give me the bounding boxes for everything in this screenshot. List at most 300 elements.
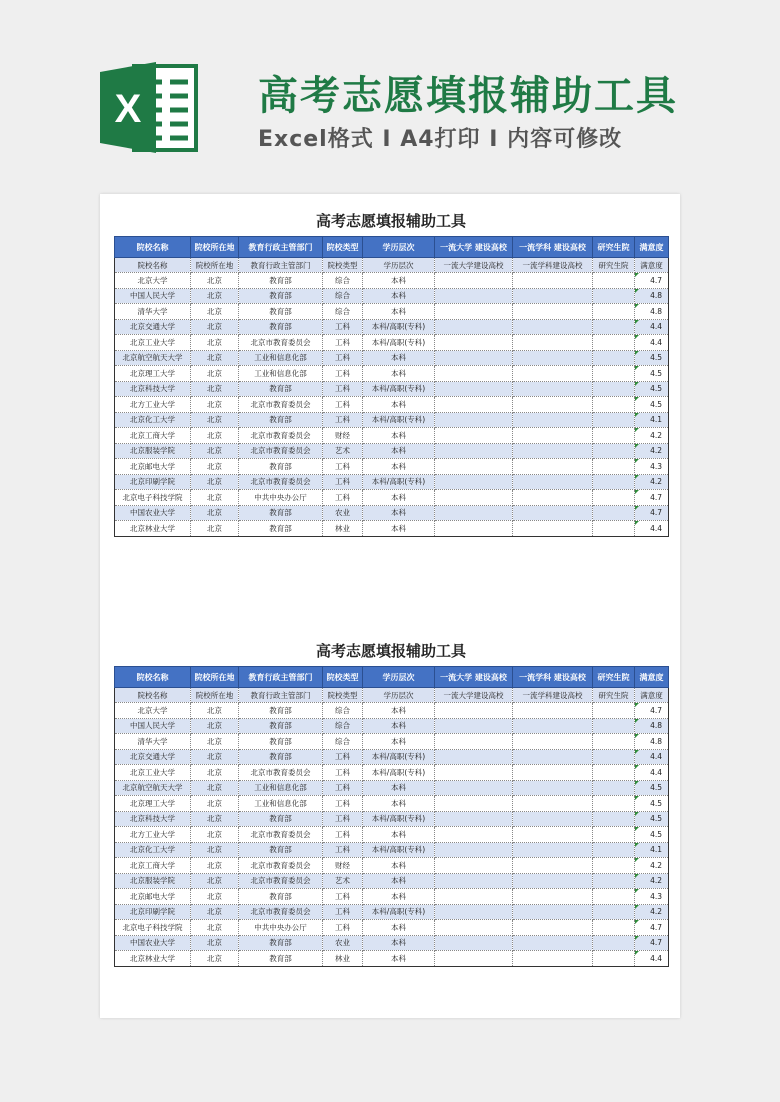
table-cell[interactable]: 4.4: [635, 749, 669, 765]
table-cell[interactable]: 本科: [363, 288, 435, 304]
table-cell[interactable]: 4.2: [635, 904, 669, 920]
table-cell[interactable]: [513, 350, 593, 366]
table-cell[interactable]: 工科: [323, 842, 363, 858]
table-cell[interactable]: 北京工商大学: [115, 428, 191, 444]
table-cell[interactable]: 北京: [191, 765, 239, 781]
table-cell[interactable]: [435, 505, 513, 521]
table-cell[interactable]: 工科: [323, 412, 363, 428]
table-cell[interactable]: [593, 366, 635, 382]
table-cell[interactable]: 北京科技大学: [115, 811, 191, 827]
table-cell[interactable]: 教育部: [239, 951, 323, 967]
table-cell[interactable]: 4.7: [635, 935, 669, 951]
table-cell[interactable]: 林业: [323, 521, 363, 537]
table-cell[interactable]: 本科: [363, 889, 435, 905]
table-cell[interactable]: 本科/高职(专科): [363, 842, 435, 858]
table-cell[interactable]: 清华大学: [115, 734, 191, 750]
table-cell[interactable]: 本科: [363, 459, 435, 475]
table-cell[interactable]: 4.5: [635, 827, 669, 843]
table-cell[interactable]: [435, 443, 513, 459]
table-cell[interactable]: 4.5: [635, 366, 669, 382]
table-cell[interactable]: 教育部: [239, 459, 323, 475]
table-cell[interactable]: 教育部: [239, 842, 323, 858]
table-cell[interactable]: 本科: [363, 397, 435, 413]
table-cell[interactable]: 北京市教育委员会: [239, 858, 323, 874]
table-cell[interactable]: [593, 842, 635, 858]
table-cell[interactable]: [435, 935, 513, 951]
table-cell[interactable]: 北京: [191, 459, 239, 475]
table-cell[interactable]: 北京印刷学院: [115, 904, 191, 920]
table-cell[interactable]: 北京大学: [115, 273, 191, 289]
table-cell[interactable]: [513, 935, 593, 951]
table-cell[interactable]: 北京: [191, 381, 239, 397]
table-cell[interactable]: [435, 889, 513, 905]
table-cell[interactable]: [593, 319, 635, 335]
table-cell[interactable]: 工科: [323, 749, 363, 765]
table-cell[interactable]: 农业: [323, 505, 363, 521]
table-cell[interactable]: 工科: [323, 920, 363, 936]
table-cell[interactable]: [593, 749, 635, 765]
table-cell[interactable]: [593, 734, 635, 750]
table-cell[interactable]: 工科: [323, 319, 363, 335]
table-cell[interactable]: [513, 521, 593, 537]
table-cell[interactable]: [513, 474, 593, 490]
table-cell[interactable]: [435, 428, 513, 444]
table-cell[interactable]: [513, 889, 593, 905]
table-cell[interactable]: 4.4: [635, 521, 669, 537]
table-cell[interactable]: 北京电子科技学院: [115, 920, 191, 936]
table-cell[interactable]: [513, 718, 593, 734]
table-cell[interactable]: 本科: [363, 920, 435, 936]
table-cell[interactable]: [513, 505, 593, 521]
table-cell[interactable]: 本科: [363, 858, 435, 874]
table-cell[interactable]: [593, 811, 635, 827]
table-cell[interactable]: 工科: [323, 765, 363, 781]
table-cell[interactable]: 本科: [363, 935, 435, 951]
table-cell[interactable]: 教育部: [239, 749, 323, 765]
table-cell[interactable]: 北京服装学院: [115, 443, 191, 459]
table-cell[interactable]: 北京电子科技学院: [115, 490, 191, 506]
table-cell[interactable]: 本科: [363, 780, 435, 796]
table-cell[interactable]: 4.1: [635, 412, 669, 428]
table-cell[interactable]: [435, 412, 513, 428]
table-cell[interactable]: 本科: [363, 827, 435, 843]
table-cell[interactable]: 工科: [323, 904, 363, 920]
table-cell[interactable]: 4.8: [635, 304, 669, 320]
table-cell[interactable]: [593, 505, 635, 521]
table-cell[interactable]: 北京: [191, 304, 239, 320]
table-cell[interactable]: 教育部: [239, 718, 323, 734]
table-cell[interactable]: 工科: [323, 459, 363, 475]
table-cell[interactable]: 工科: [323, 780, 363, 796]
table-cell[interactable]: 北京林业大学: [115, 521, 191, 537]
table-cell[interactable]: 北京: [191, 319, 239, 335]
table-cell[interactable]: [513, 796, 593, 812]
table-cell[interactable]: 教育部: [239, 304, 323, 320]
table-cell[interactable]: [593, 935, 635, 951]
table-cell[interactable]: [435, 350, 513, 366]
table-cell[interactable]: 本科/高职(专科): [363, 474, 435, 490]
table-cell[interactable]: [435, 474, 513, 490]
table-cell[interactable]: 北京: [191, 889, 239, 905]
table-cell[interactable]: 北京市教育委员会: [239, 765, 323, 781]
table-cell[interactable]: 北京: [191, 505, 239, 521]
table-cell[interactable]: 北京: [191, 935, 239, 951]
table-cell[interactable]: [435, 703, 513, 719]
table-cell[interactable]: 教育部: [239, 381, 323, 397]
table-cell[interactable]: 北京林业大学: [115, 951, 191, 967]
table-cell[interactable]: 北京: [191, 796, 239, 812]
table-cell[interactable]: [513, 703, 593, 719]
table-cell[interactable]: 北京: [191, 873, 239, 889]
table-cell[interactable]: 北京交通大学: [115, 749, 191, 765]
table-cell[interactable]: 本科: [363, 521, 435, 537]
table-cell[interactable]: 工业和信息化部: [239, 780, 323, 796]
table-cell[interactable]: 艺术: [323, 873, 363, 889]
table-cell[interactable]: 本科: [363, 734, 435, 750]
table-cell[interactable]: 艺术: [323, 443, 363, 459]
table-cell[interactable]: 工科: [323, 811, 363, 827]
table-cell[interactable]: 北京: [191, 366, 239, 382]
table-cell[interactable]: 4.7: [635, 505, 669, 521]
table-cell[interactable]: 4.5: [635, 397, 669, 413]
table-cell[interactable]: 工科: [323, 796, 363, 812]
table-cell[interactable]: [513, 428, 593, 444]
table-cell[interactable]: [513, 734, 593, 750]
table-cell[interactable]: 北京市教育委员会: [239, 428, 323, 444]
table-cell[interactable]: [513, 304, 593, 320]
table-cell[interactable]: [593, 780, 635, 796]
table-cell[interactable]: [593, 920, 635, 936]
table-cell[interactable]: 综合: [323, 288, 363, 304]
table-cell[interactable]: 4.5: [635, 350, 669, 366]
table-cell[interactable]: 工科: [323, 335, 363, 351]
table-cell[interactable]: 4.7: [635, 490, 669, 506]
table-cell[interactable]: 北京: [191, 428, 239, 444]
table-cell[interactable]: 教育部: [239, 288, 323, 304]
table-cell[interactable]: 北京: [191, 749, 239, 765]
table-cell[interactable]: 教育部: [239, 935, 323, 951]
table-cell[interactable]: 北京: [191, 335, 239, 351]
table-cell[interactable]: 4.2: [635, 474, 669, 490]
table-cell[interactable]: 本科/高职(专科): [363, 765, 435, 781]
table-cell[interactable]: 4.5: [635, 780, 669, 796]
table-cell[interactable]: 4.8: [635, 734, 669, 750]
table-cell[interactable]: [593, 474, 635, 490]
table-cell[interactable]: 本科: [363, 951, 435, 967]
table-cell[interactable]: 北京工业大学: [115, 765, 191, 781]
table-cell[interactable]: 北京: [191, 920, 239, 936]
table-cell[interactable]: 本科/高职(专科): [363, 412, 435, 428]
table-cell[interactable]: 4.3: [635, 889, 669, 905]
table-cell[interactable]: [513, 459, 593, 475]
table-cell[interactable]: 北京: [191, 703, 239, 719]
table-cell[interactable]: 北方工业大学: [115, 827, 191, 843]
table-cell[interactable]: 教育部: [239, 521, 323, 537]
table-cell[interactable]: [435, 858, 513, 874]
table-cell[interactable]: 清华大学: [115, 304, 191, 320]
table-cell[interactable]: 4.4: [635, 319, 669, 335]
table-cell[interactable]: [435, 920, 513, 936]
table-cell[interactable]: 教育部: [239, 319, 323, 335]
table-cell[interactable]: [513, 443, 593, 459]
table-cell[interactable]: 北京航空航天大学: [115, 780, 191, 796]
table-cell[interactable]: 综合: [323, 304, 363, 320]
table-cell[interactable]: 工业和信息化部: [239, 350, 323, 366]
table-cell[interactable]: [435, 397, 513, 413]
table-cell[interactable]: 北京市教育委员会: [239, 827, 323, 843]
table-cell[interactable]: 本科: [363, 428, 435, 444]
table-cell[interactable]: [513, 765, 593, 781]
table-cell[interactable]: 4.2: [635, 443, 669, 459]
table-cell[interactable]: 中共中央办公厅: [239, 490, 323, 506]
table-cell[interactable]: 工科: [323, 889, 363, 905]
table-cell[interactable]: 教育部: [239, 412, 323, 428]
table-cell[interactable]: [435, 873, 513, 889]
table-cell[interactable]: [435, 304, 513, 320]
table-cell[interactable]: 4.2: [635, 873, 669, 889]
table-cell[interactable]: 北京: [191, 443, 239, 459]
table-cell[interactable]: 北京印刷学院: [115, 474, 191, 490]
table-cell[interactable]: [593, 443, 635, 459]
table-cell[interactable]: 本科: [363, 350, 435, 366]
table-cell[interactable]: 北京科技大学: [115, 381, 191, 397]
table-cell[interactable]: [513, 319, 593, 335]
table-cell[interactable]: 北京: [191, 412, 239, 428]
table-cell[interactable]: 中共中央办公厅: [239, 920, 323, 936]
table-cell[interactable]: [593, 858, 635, 874]
table-cell[interactable]: [593, 765, 635, 781]
table-cell[interactable]: 北京航空航天大学: [115, 350, 191, 366]
table-cell[interactable]: 北京: [191, 904, 239, 920]
table-cell[interactable]: [513, 273, 593, 289]
table-cell[interactable]: 北京: [191, 521, 239, 537]
table-cell[interactable]: 4.2: [635, 858, 669, 874]
table-cell[interactable]: 本科: [363, 273, 435, 289]
table-cell[interactable]: [593, 350, 635, 366]
table-cell[interactable]: 北京市教育委员会: [239, 335, 323, 351]
table-cell[interactable]: 本科: [363, 703, 435, 719]
table-cell[interactable]: 财经: [323, 428, 363, 444]
table-cell[interactable]: [513, 335, 593, 351]
table-cell[interactable]: [435, 765, 513, 781]
table-cell[interactable]: 4.5: [635, 381, 669, 397]
table-cell[interactable]: [435, 951, 513, 967]
table-cell[interactable]: [435, 842, 513, 858]
table-cell[interactable]: [593, 889, 635, 905]
table-cell[interactable]: [435, 459, 513, 475]
table-cell[interactable]: 工科: [323, 490, 363, 506]
table-cell[interactable]: [513, 951, 593, 967]
table-cell[interactable]: [435, 749, 513, 765]
table-cell[interactable]: 北京: [191, 288, 239, 304]
table-cell[interactable]: [593, 873, 635, 889]
table-cell[interactable]: 工科: [323, 366, 363, 382]
table-cell[interactable]: [435, 904, 513, 920]
table-cell[interactable]: 北京: [191, 474, 239, 490]
table-cell[interactable]: [435, 335, 513, 351]
table-cell[interactable]: 北京市教育委员会: [239, 904, 323, 920]
table-cell[interactable]: [513, 811, 593, 827]
table-cell[interactable]: 北京: [191, 858, 239, 874]
table-cell[interactable]: 北京: [191, 718, 239, 734]
table-cell[interactable]: 工科: [323, 474, 363, 490]
table-cell[interactable]: 北京市教育委员会: [239, 474, 323, 490]
table-cell[interactable]: 北京市教育委员会: [239, 397, 323, 413]
table-cell[interactable]: 教育部: [239, 505, 323, 521]
table-cell[interactable]: 4.4: [635, 951, 669, 967]
table-cell[interactable]: 北京邮电大学: [115, 889, 191, 905]
table-cell[interactable]: 北京: [191, 397, 239, 413]
table-cell[interactable]: 教育部: [239, 811, 323, 827]
table-cell[interactable]: 本科: [363, 304, 435, 320]
table-cell[interactable]: 北京: [191, 490, 239, 506]
table-cell[interactable]: 4.1: [635, 842, 669, 858]
table-cell[interactable]: [513, 858, 593, 874]
table-cell[interactable]: 本科/高职(专科): [363, 335, 435, 351]
table-cell[interactable]: 林业: [323, 951, 363, 967]
table-cell[interactable]: 北方工业大学: [115, 397, 191, 413]
table-cell[interactable]: [593, 335, 635, 351]
table-cell[interactable]: [513, 412, 593, 428]
table-cell[interactable]: 北京: [191, 734, 239, 750]
table-cell[interactable]: 北京邮电大学: [115, 459, 191, 475]
table-cell[interactable]: 北京化工大学: [115, 412, 191, 428]
table-cell[interactable]: [593, 521, 635, 537]
table-cell[interactable]: [513, 873, 593, 889]
table-cell[interactable]: [435, 381, 513, 397]
table-cell[interactable]: 本科/高职(专科): [363, 319, 435, 335]
table-cell[interactable]: [513, 904, 593, 920]
table-cell[interactable]: [593, 428, 635, 444]
table-cell[interactable]: 工业和信息化部: [239, 366, 323, 382]
table-cell[interactable]: 北京: [191, 811, 239, 827]
table-cell[interactable]: 4.3: [635, 459, 669, 475]
table-cell[interactable]: [593, 397, 635, 413]
table-cell[interactable]: [435, 521, 513, 537]
table-cell[interactable]: 北京交通大学: [115, 319, 191, 335]
table-cell[interactable]: [435, 796, 513, 812]
table-cell[interactable]: [593, 304, 635, 320]
table-cell[interactable]: 4.7: [635, 920, 669, 936]
table-cell[interactable]: 综合: [323, 718, 363, 734]
table-cell[interactable]: 4.7: [635, 273, 669, 289]
table-cell[interactable]: [513, 288, 593, 304]
table-cell[interactable]: 北京工业大学: [115, 335, 191, 351]
table-cell[interactable]: [513, 366, 593, 382]
table-cell[interactable]: 北京大学: [115, 703, 191, 719]
table-cell[interactable]: 4.8: [635, 288, 669, 304]
table-cell[interactable]: [593, 951, 635, 967]
table-cell[interactable]: 本科/高职(专科): [363, 904, 435, 920]
table-cell[interactable]: 北京: [191, 780, 239, 796]
table-cell[interactable]: [513, 397, 593, 413]
table-cell[interactable]: 本科: [363, 505, 435, 521]
table-cell[interactable]: [435, 780, 513, 796]
table-cell[interactable]: 综合: [323, 703, 363, 719]
table-cell[interactable]: 中国农业大学: [115, 505, 191, 521]
table-cell[interactable]: 工科: [323, 350, 363, 366]
table-cell[interactable]: [593, 796, 635, 812]
table-cell[interactable]: 本科/高职(专科): [363, 811, 435, 827]
table-cell[interactable]: [513, 920, 593, 936]
table-cell[interactable]: 工科: [323, 827, 363, 843]
table-cell[interactable]: [513, 827, 593, 843]
table-cell[interactable]: 教育部: [239, 273, 323, 289]
table-cell[interactable]: [593, 703, 635, 719]
table-cell[interactable]: [435, 811, 513, 827]
table-cell[interactable]: 工业和信息化部: [239, 796, 323, 812]
table-cell[interactable]: 中国农业大学: [115, 935, 191, 951]
table-cell[interactable]: 综合: [323, 273, 363, 289]
table-cell[interactable]: [593, 288, 635, 304]
table-cell[interactable]: 4.5: [635, 796, 669, 812]
table-cell[interactable]: 北京: [191, 951, 239, 967]
table-cell[interactable]: 北京化工大学: [115, 842, 191, 858]
table-cell[interactable]: 北京理工大学: [115, 796, 191, 812]
table-cell[interactable]: [435, 273, 513, 289]
table-cell[interactable]: 本科: [363, 873, 435, 889]
table-cell[interactable]: 北京市教育委员会: [239, 873, 323, 889]
table-cell[interactable]: 北京服装学院: [115, 873, 191, 889]
table-cell[interactable]: [435, 319, 513, 335]
table-cell[interactable]: [435, 827, 513, 843]
table-cell[interactable]: 北京市教育委员会: [239, 443, 323, 459]
table-cell[interactable]: 4.7: [635, 703, 669, 719]
table-cell[interactable]: 中国人民大学: [115, 718, 191, 734]
table-cell[interactable]: 教育部: [239, 703, 323, 719]
table-cell[interactable]: [593, 827, 635, 843]
table-cell[interactable]: [513, 780, 593, 796]
table-cell[interactable]: 本科/高职(专科): [363, 381, 435, 397]
table-cell[interactable]: 财经: [323, 858, 363, 874]
table-cell[interactable]: 北京工商大学: [115, 858, 191, 874]
table-cell[interactable]: 教育部: [239, 889, 323, 905]
table-cell[interactable]: 4.8: [635, 718, 669, 734]
table-cell[interactable]: 本科/高职(专科): [363, 749, 435, 765]
table-cell[interactable]: 工科: [323, 381, 363, 397]
table-cell[interactable]: [593, 490, 635, 506]
table-cell[interactable]: 北京: [191, 273, 239, 289]
table-cell[interactable]: [593, 904, 635, 920]
table-cell[interactable]: [435, 718, 513, 734]
table-cell[interactable]: [513, 381, 593, 397]
table-cell[interactable]: [593, 381, 635, 397]
table-cell[interactable]: [435, 490, 513, 506]
table-cell[interactable]: 中国人民大学: [115, 288, 191, 304]
table-cell[interactable]: 本科: [363, 490, 435, 506]
table-cell[interactable]: [593, 459, 635, 475]
table-cell[interactable]: 农业: [323, 935, 363, 951]
table-cell[interactable]: 4.5: [635, 811, 669, 827]
table-cell[interactable]: 本科: [363, 366, 435, 382]
table-cell[interactable]: [435, 734, 513, 750]
table-cell[interactable]: 本科: [363, 718, 435, 734]
table-cell[interactable]: 本科: [363, 796, 435, 812]
table-cell[interactable]: 北京: [191, 842, 239, 858]
table-cell[interactable]: 北京: [191, 350, 239, 366]
table-cell[interactable]: 4.4: [635, 765, 669, 781]
table-cell[interactable]: 综合: [323, 734, 363, 750]
table-cell[interactable]: [435, 288, 513, 304]
table-cell[interactable]: [435, 366, 513, 382]
table-cell[interactable]: [513, 490, 593, 506]
table-cell[interactable]: 4.2: [635, 428, 669, 444]
table-cell[interactable]: 4.4: [635, 335, 669, 351]
table-cell[interactable]: [593, 412, 635, 428]
table-cell[interactable]: 北京理工大学: [115, 366, 191, 382]
table-cell[interactable]: 工科: [323, 397, 363, 413]
table-cell[interactable]: 北京: [191, 827, 239, 843]
